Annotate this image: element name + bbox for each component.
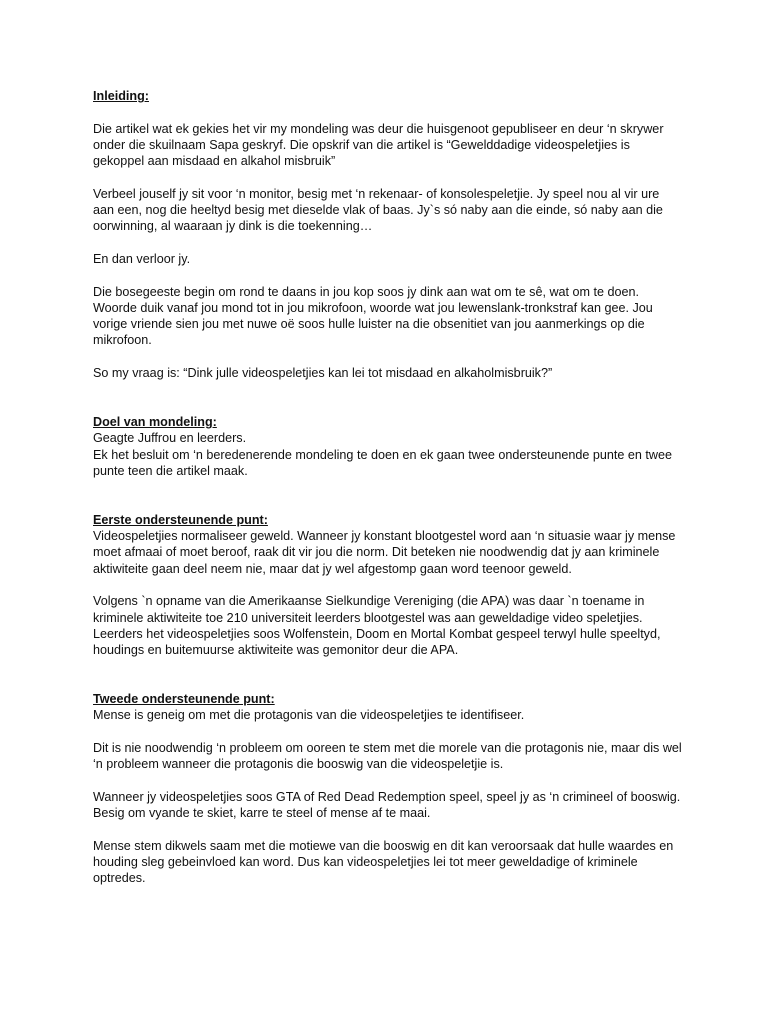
intro-paragraph-3: En dan verloor jy. (93, 251, 191, 266)
purpose-line-1: Geagte Juffrou en leerders. (93, 431, 247, 446)
second-point-line-1: Mense is geneig om met die protagonis van die videospeletjies te identifiseer. (93, 708, 525, 723)
first-point-paragraph-1: Videospeletjies normaliseer geweld. Wanneer jy konstant blootgestel word aan ‘n situasie waar jy mense moet afmaai of moet beroof, raak dit vir jou die norm. Dit beteken nie noodwendig dat jy aan kriminele aktiwiteite gaan deel neem nie, maar dat jy wel afgestomp gaan word teenoor geweld. (93, 529, 676, 576)
spacer (93, 169, 683, 185)
spacer (93, 267, 683, 283)
spacer (93, 104, 683, 120)
spacer (93, 658, 683, 691)
spacer (93, 479, 683, 512)
purpose-line-2: Ek het besluit om ‘n beredenerende mondeling te doen en ek gaan twee ondersteunende punte en twee punte teen die artikel maak. (93, 447, 673, 478)
spacer (93, 349, 683, 365)
spacer (93, 235, 683, 251)
intro-paragraph-1: Die artikel wat ek gekies het vir my mondeling was deur die huisgenoot gepubliseer en deur ‘n skrywer onder die skuilnaam Sapa geskryf. Die opskrif van die artikel is “Gewelddadige videospeletjies is gekoppel aan misdaad en alkahol misbruik” (93, 121, 664, 169)
spacer (93, 772, 683, 788)
spacer (93, 381, 683, 414)
intro-paragraph-2: Verbeel jouself jy sit voor ‘n monitor, besig met ‘n rekenaar- of konsolespeletjie. Jy speel nou al vir ure aan een, nog die heeltyd besig met dieselde vlak of baas. Jy`s só naby aan die einde, só naby aan die oorwinning, al waaraan jy dink is die toekenning… (93, 186, 663, 234)
spacer (93, 821, 683, 837)
heading-tweede-punt: Tweede ondersteunende punt: (93, 691, 275, 706)
spacer (93, 577, 683, 593)
second-point-paragraph-1: Dit is nie noodwendig ‘n probleem om ooreen te stem met die morele van die protagonis nie, maar dis wel ‘n probleem wanneer die protagonis die booswig van die videospeletjie is. (93, 740, 682, 772)
document-page (93, 88, 683, 887)
second-point-paragraph-3: Mense stem dikwels saam met die motiewe van die booswig en dit kan veroorsaak dat hulle waardes en houding sleg gebeinvloed kan word. Dus kan videospeletjies lei tot meer geweldadige of kriminele optredes. (93, 838, 674, 886)
heading-doel: Doel van mondeling: (93, 414, 217, 429)
first-point-paragraph-2: Volgens `n opname van die Amerikaanse Sielkundige Vereniging (die APA) was daar `n toename in kriminele aktiwiteite toe 210 universiteit leerders blootgestel was aan geweldadige video speletjies. Leerders het videospeletjies soos Wolfenstein, Doom en Mortal Kombat gespeel terwyl hulle speeltyd, houdings en buitemuurse aktiwiteite was gemonitor deur die APA. (93, 594, 661, 658)
heading-eerste-punt: Eerste ondersteunende punt: (93, 512, 268, 527)
spacer (93, 724, 683, 740)
second-point-paragraph-2: Wanneer jy videospeletjies soos GTA of Red Dead Redemption speel, speel jy as ‘n crimineel of booswig. Besig om vyande te skiet, karre te steel of mense af te maai. (93, 789, 681, 821)
intro-paragraph-5: So my vraag is: “Dink julle videospeletjies kan lei tot misdaad en alkaholmisbruik?” (93, 366, 553, 381)
intro-paragraph-4: Die bosegeeste begin om rond te daans in jou kop soos jy dink aan wat om te sê, wat om te doen. Woorde duik vanaf jou mond tot in jou mikrofoon, woorde wat jou lewenslank-tronkstraf kan gee. Jou vorige vriende sien jou met nuwe oë soos hulle luister na die obsenitiet van jou aanmerkings op die mikrofoon. (93, 284, 653, 348)
heading-inleiding: Inleiding: (93, 89, 149, 103)
